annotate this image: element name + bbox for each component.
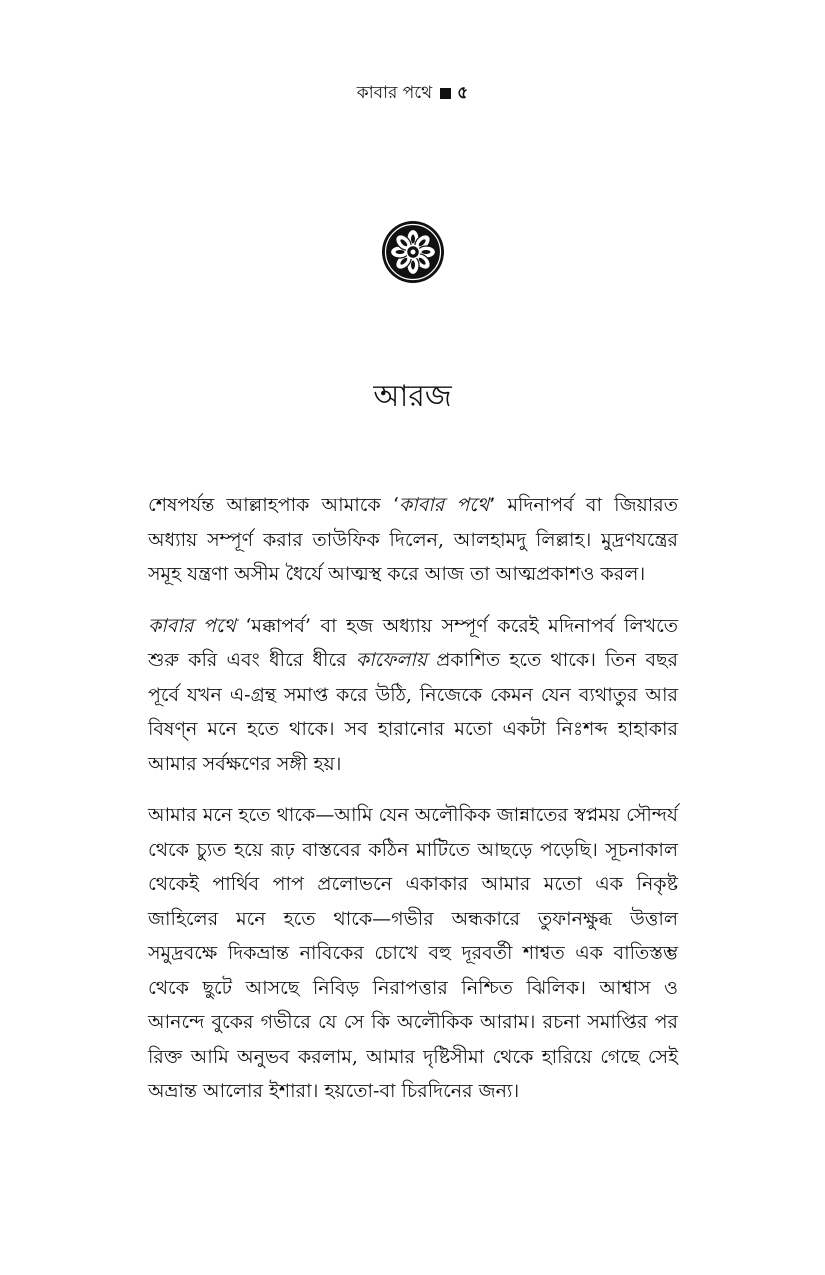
paragraph-3: [148, 798, 678, 1109]
paragraph-text: ’ মদিনাপর্ব বা জিয়ারত অধ্যায় সম্পূর্ণ করার তাউফিক দিলেন, আলহামদু লিল্লাহ। মুদ্রণযন্ত্রের সমূহ যন্ত্রণা অসীম ধৈর্যে আত্মস্থ করে আজ তা আত্মপ্রকাশও করল।: [148, 494, 678, 585]
running-header: [0, 82, 825, 104]
book-title-italic: কাবার পথে: [148, 614, 236, 637]
magazine-title-italic: কাফেলায়: [355, 649, 427, 671]
book-title: কাবার পথে: [356, 83, 433, 103]
paragraph-2: [148, 609, 678, 782]
square-bullet-icon: [440, 88, 451, 99]
flower-rosette-icon: [381, 220, 445, 284]
book-title-italic: কাবার পথে: [398, 494, 490, 516]
body-text: [148, 488, 678, 1126]
paragraph-text: প্রকাশিত হতে থাকে। তিন বছর পূর্বে যখন এ-গ্রন্থ সমাপ্ত করে উঠি, নিজেকে কেমন যেন ব্যথাতুর আর বিষণ্ন মনে হতে থাকে। সব হারানোর মতো একটা নিঃশব্দ হাহাকার আমার সর্বক্ষণের সঙ্গী হয়।: [148, 649, 678, 775]
paragraph-text: শেষপর্যন্ত আল্লাহপাক আমাকে ‘: [148, 494, 399, 516]
chapter-title: আরজ: [373, 379, 452, 414]
paragraph-1: [148, 488, 678, 592]
paragraph-text: আমার মনে হতে থাকে—আমি যেন অলৌকিক জান্নাতের স্বপ্নময় সৌন্দর্য থেকে চ্যুত হয়ে রূঢ় বাস্তবের কঠিন মাটিতে আছড়ে পড়েছি। সূচনাকাল থেকেই পার্থিব পাপ প্রলোভনে একাকার আমার মতো এক নিকৃষ্ট জাহিলের মনে হতে থাকে—গভীর অন্ধকারে তুফানক্ষুব্ধ উত্তাল সমুদ্রবক্ষে দিকভ্রান্ত নাবিকের চোখে বহু দূরবর্তী শাশ্বত এক বাতিস্তম্ভ থেকে ছুটে আসছে নিবিড় নিরাপত্তার নিশ্চিত ঝিলিক। আশ্বাস ও আনন্দে বুকের গভীরে যে সে কি অলৌকিক আরাম। রচনা সমাপ্তির পর রিক্ত আমি অনুভব করলাম, আমার দৃষ্টিসীমা থেকে হারিয়ে গেছে সেই অভ্রান্ত আলোর ইশারা। হয়তো-বা চিরদিনের জন্য।: [148, 804, 678, 1102]
page-number: ৫: [457, 83, 469, 103]
paragraph-text: ‘মক্কাপর্ব’ বা হজ অধ্যায় সম্পূর্ণ করেই মদিনাপর্ব লিখতে শুরু করি এবং ধীরে ধীরে: [148, 614, 678, 671]
